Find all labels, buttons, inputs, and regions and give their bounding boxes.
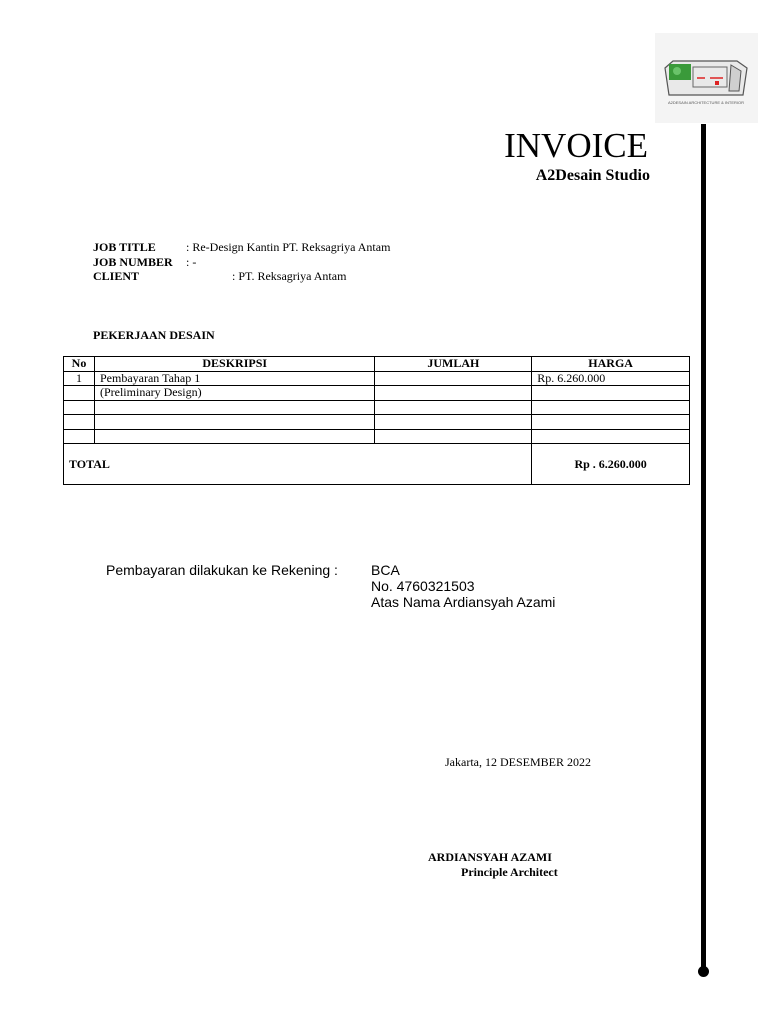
cell-no xyxy=(64,415,95,430)
cell-harga xyxy=(532,386,690,401)
decorative-line-end-dot xyxy=(698,966,709,977)
logo-caption: A2DESAIN ARCHITECTURE & INTERIOR xyxy=(667,100,745,105)
cell-jumlah xyxy=(375,415,532,430)
total-value: Rp . 6.260.000 xyxy=(532,444,690,485)
cell-deskripsi: (Preliminary Design) xyxy=(94,386,374,401)
table-header-row xyxy=(64,357,690,372)
cell-harga xyxy=(532,415,690,430)
header-harga: HARGA xyxy=(532,357,690,372)
account-holder: Atas Nama Ardiansyah Azami xyxy=(371,594,556,610)
cell-jumlah xyxy=(375,386,532,401)
cell-no: 1 xyxy=(64,371,95,386)
account-number: No. 4760321503 xyxy=(371,578,475,594)
total-row xyxy=(64,444,690,485)
job-title-label: JOB TITLE xyxy=(93,240,156,254)
total-label: TOTAL xyxy=(64,444,532,485)
bank-details xyxy=(371,562,555,610)
job-number-label: JOB NUMBER xyxy=(93,255,173,269)
cell-deskripsi: Pembayaran Tahap 1 xyxy=(94,371,374,386)
client-value: : PT. Reksagriya Antam xyxy=(232,269,347,283)
cell-jumlah xyxy=(375,429,532,444)
studio-logo xyxy=(655,33,758,123)
decorative-vertical-line xyxy=(701,124,706,970)
job-number-value: : - xyxy=(186,255,197,269)
table-row xyxy=(64,415,690,430)
section-title: PEKERJAAN DESAIN xyxy=(93,328,215,342)
cell-deskripsi xyxy=(94,400,374,415)
header-no: No xyxy=(64,357,95,372)
table-row xyxy=(64,429,690,444)
signer-role: Principle Architect xyxy=(461,865,558,879)
cell-no xyxy=(64,400,95,415)
signature-date: Jakarta, 12 DESEMBER 2022 xyxy=(445,755,591,769)
header-jumlah: JUMLAH xyxy=(375,357,532,372)
cell-harga xyxy=(532,429,690,444)
bank-name: BCA xyxy=(371,562,400,578)
cell-jumlah xyxy=(375,400,532,415)
header-deskripsi: DESKRIPSI xyxy=(94,357,374,372)
signer-name: ARDIANSYAH AZAMI xyxy=(428,850,552,864)
studio-name: A2Desain Studio xyxy=(535,167,650,184)
table-row xyxy=(64,386,690,401)
cell-jumlah xyxy=(375,371,532,386)
table-row xyxy=(64,371,690,386)
client-label: CLIENT xyxy=(93,269,140,283)
cell-no xyxy=(64,386,95,401)
cell-no xyxy=(64,429,95,444)
table-row xyxy=(64,400,690,415)
job-title-value: : Re-Design Kantin PT. Reksagriya Antam xyxy=(186,240,391,254)
cell-deskripsi xyxy=(94,415,374,430)
payment-label: Pembayaran dilakukan ke Rekening : xyxy=(106,562,338,578)
invoice-table xyxy=(63,356,690,485)
cell-deskripsi xyxy=(94,429,374,444)
cell-harga xyxy=(532,400,690,415)
cell-harga: Rp. 6.260.000 xyxy=(532,371,690,386)
invoice-title: INVOICE xyxy=(504,126,648,165)
